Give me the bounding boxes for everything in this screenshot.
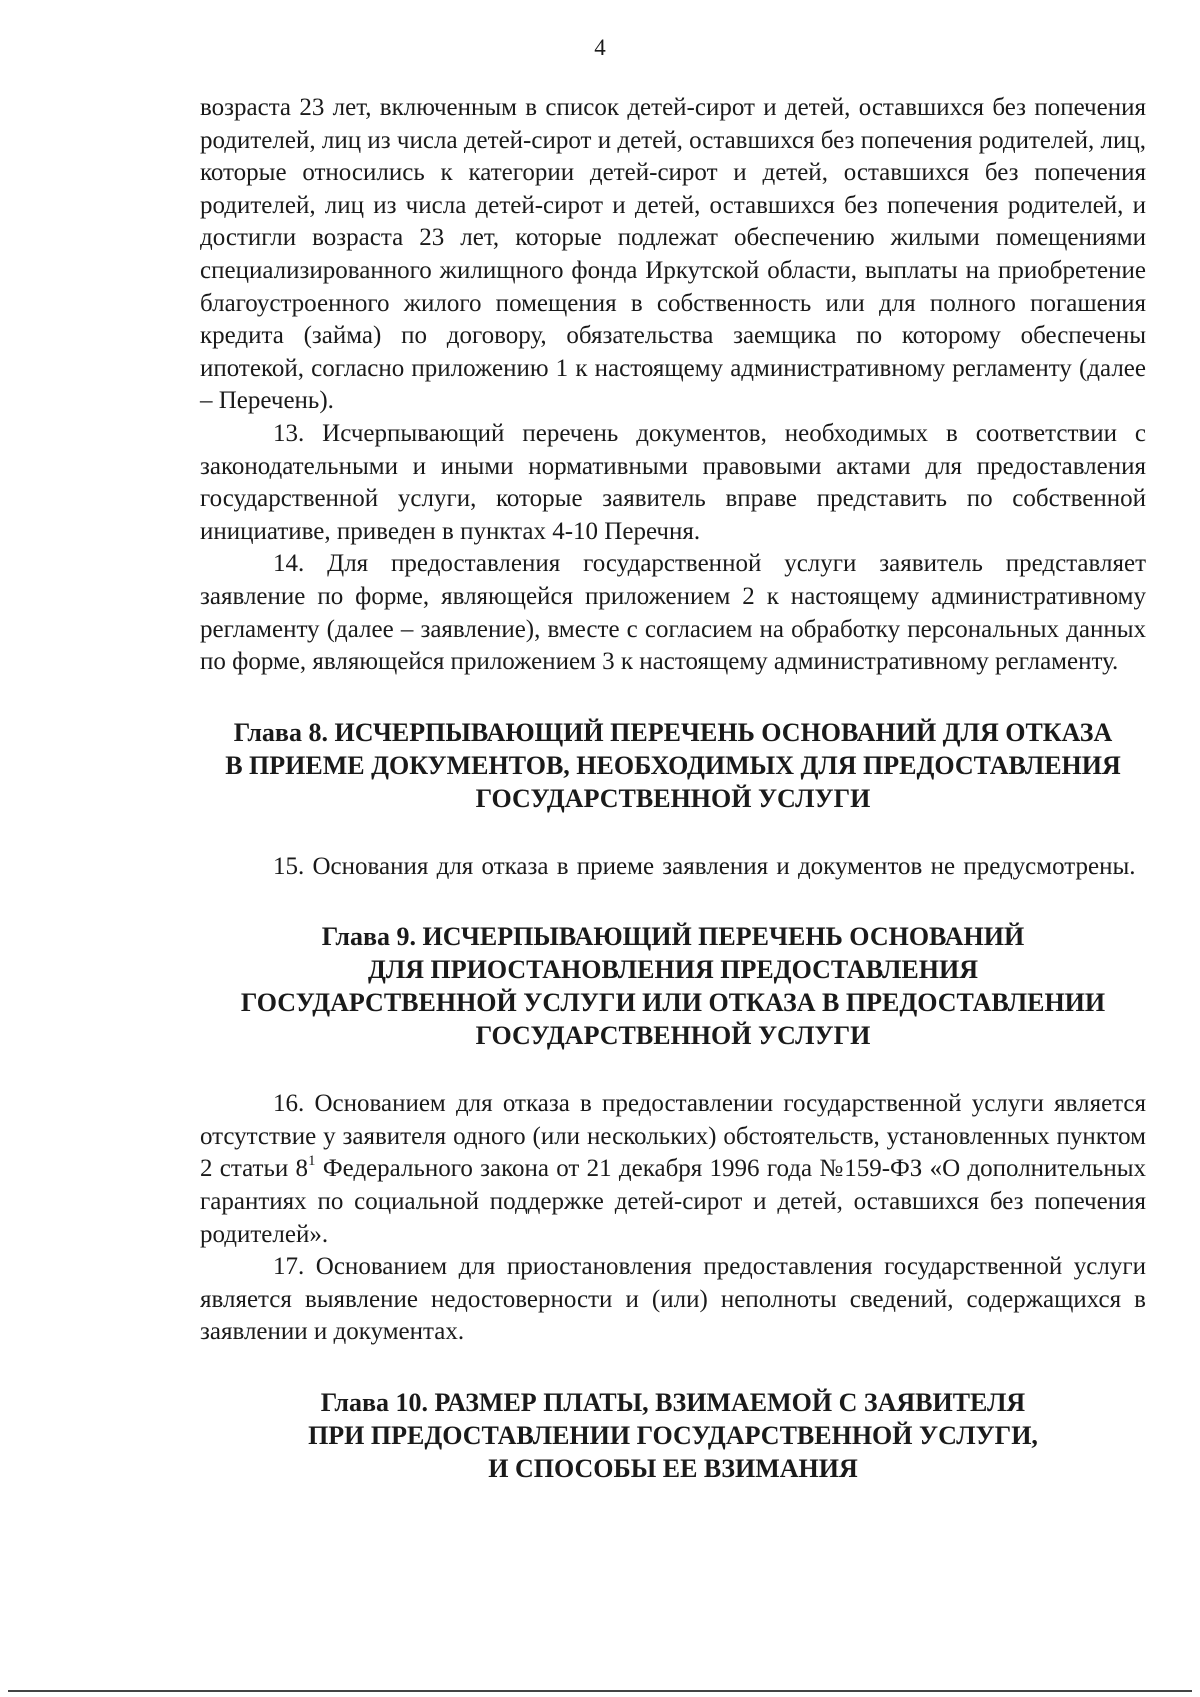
paragraph-16-text: 16. Основанием для отказа в предоставлении государственной услуги является отсутствие у заявителя одного (или нескольких) обстоятельств, установленных пунктом 2 статьи 8 (200, 1090, 1146, 1183)
paragraph-16 (200, 1088, 1146, 1251)
document-body (200, 92, 1146, 1485)
page-number: 4 (594, 35, 606, 60)
chapter-9-heading-line: ДЛЯ ПРИОСТАНОВЛЕНИЯ ПРЕДОСТАВЛЕНИЯ (367, 955, 978, 985)
superscript-footnote: 1 (308, 1153, 316, 1170)
chapter-9-heading-line: ГОСУДАРСТВЕННОЙ УСЛУГИ (475, 1021, 871, 1051)
chapter-8-heading-line: Глава 8. ИСЧЕРПЫВАЮЩИЙ ПЕРЕЧЕНЬ ОСНОВАНИЙ ДЛЯ ОТКАЗА (233, 717, 1113, 747)
chapter-10-heading (200, 1386, 1146, 1485)
paragraph-15: 15. Основания для отказа в приеме заявления и документов не предусмотрены. (273, 852, 1136, 880)
scan-edge-divider (8, 1690, 1192, 1692)
chapter-9-heading (200, 920, 1146, 1052)
chapter-8-heading (200, 716, 1146, 815)
chapter-10-heading-line: ПРИ ПРЕДОСТАВЛЕНИИ ГОСУДАРСТВЕННОЙ УСЛУГИ, (308, 1421, 1038, 1451)
chapter-10-heading-line: И СПОСОБЫ ЕЕ ВЗИМАНИЯ (488, 1454, 858, 1484)
paragraph-continuation: возраста 23 лет, включенным в список детей-сирот и детей, оставшихся без попечения родителей, лиц из числа детей-сирот и детей, оставшихся без попечения родителей, лиц, которые относились к категории детей-сирот и детей, оставшихся без попечения родителей, лиц из числа детей-сирот и детей, оставшихся без попечения родителей, и достигли возраста 23 лет, которые подлежат обеспечению жилыми помещениями специализированного жилищного фонда Иркутской области, выплаты на приобретение благоустроенного жилого помещения в собственность или для полного погашения кредита (займа) по договору, обязательства заемщика по которому обеспечены ипотекой, согласно приложению 1 к настоящему административному регламенту (далее – Перечень). (200, 94, 1146, 415)
chapter-9-heading-line: Глава 9. ИСЧЕРПЫВАЮЩИЙ ПЕРЕЧЕНЬ ОСНОВАНИЙ (321, 922, 1025, 952)
paragraph-14: 14. Для предоставления государственной услуги заявитель представляет заявление по форме, являющейся приложением 2 к настоящему административному регламенту (далее – заявление), вместе с согласием на обработку персональных данных по форме, являющейся приложением 3 к настоящему административному регламенту. (200, 550, 1146, 676)
chapter-8-heading-line: ГОСУДАРСТВЕННОЙ УСЛУГИ (475, 783, 871, 813)
paragraph-16-text-continued: Федерального закона от 21 декабря 1996 года №159-ФЗ «О дополнительных гарантиях по социальной поддержке детей-сирот и детей, оставшихся без попечения родителей». (200, 1155, 1147, 1248)
paragraph-17: 17. Основанием для приостановления предоставления государственной услуги является выявление недостоверности и (или) неполноты сведений, содержащихся в заявлении и документах. (200, 1253, 1146, 1346)
chapter-9-heading-line: ГОСУДАРСТВЕННОЙ УСЛУГИ ИЛИ ОТКАЗА В ПРЕДОСТАВЛЕНИИ (240, 988, 1106, 1018)
paragraph-13: 13. Исчерпывающий перечень документов, необходимых в соответствии с законодательными и иными нормативными правовыми актами для предоставления государственной услуги, которые заявитель вправе представить по собственной инициативе, приведен в пунктах 4-10 Перечня. (200, 419, 1146, 545)
chapter-10-heading-line: Глава 10. РАЗМЕР ПЛАТЫ, ВЗИМАЕМОЙ С ЗАЯВИТЕЛЯ (320, 1388, 1026, 1418)
chapter-8-heading-line: В ПРИЕМЕ ДОКУМЕНТОВ, НЕОБХОДИМЫХ ДЛЯ ПРЕДОСТАВЛЕНИЯ (225, 750, 1121, 780)
